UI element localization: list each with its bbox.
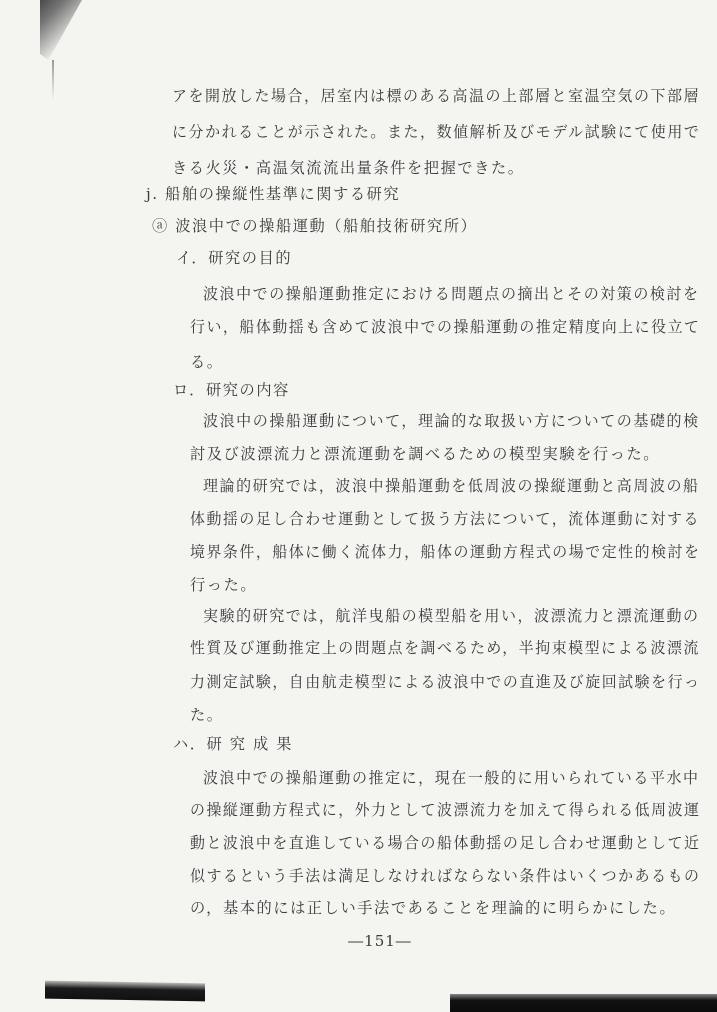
item-heading: イ．研究の目的 xyxy=(176,249,293,267)
item-heading: ロ．研究の内容 xyxy=(173,381,290,399)
text-line: た。 xyxy=(190,706,224,724)
text-line: アを開放した場合，居室内は標のある高温の上部層と室温空気の下部層 xyxy=(172,87,701,105)
text-line: 理論的研究では，波浪中操船運動を低周波の操縦運動と高周波の船 xyxy=(203,477,700,495)
text-line: 波浪中での操船運動の推定に，現在一般的に用いられている平水中 xyxy=(203,769,700,787)
page-number: ―151― xyxy=(348,932,412,950)
text-line: の操縦運動方程式に，外力として波漂流力を加えて得られる低周波運 xyxy=(190,801,701,819)
item-heading: ハ．研 究 成 果 xyxy=(173,735,294,753)
text-line: 討及び波漂流力と漂流運動を調べるための模型実験を行った。 xyxy=(190,445,661,463)
text-line: 動と波浪中を直進している場合の船体動揺の足し合わせ運動として近 xyxy=(190,834,701,852)
text-line: 似するという手法は満足しなければならない条件はいくつかあるもの xyxy=(190,867,701,885)
text-line: に分かれることが示された。また，数値解析及びモデル試験にて使用で xyxy=(172,123,701,141)
text-line: 境界条件，船体に働く流体力，船体の運動方程式の場で定性的検討を xyxy=(190,543,701,561)
text-line: る。 xyxy=(190,353,224,371)
scan-artifact-left-edge xyxy=(52,60,54,100)
scan-artifact-top-left xyxy=(40,0,82,60)
text-line: の，基本的には正しい手法であることを理論的に明らかにした。 xyxy=(190,899,677,917)
text-line: 力測定試験，自由航走模型による波浪中での直進及び旋回試験を行っ xyxy=(190,673,701,691)
text-line: 実験的研究では，航洋曳船の模型船を用い，波漂流力と漂流運動の xyxy=(203,607,700,625)
section-heading: j. 船舶の操縦性基準に関する研究 xyxy=(146,185,401,203)
text-line: 波浪中での操船運動推定における問題点の摘出とその対策の検討を xyxy=(203,285,700,303)
scan-artifact-bottom-right xyxy=(450,994,717,1012)
text-line: 行い，船体動揺も含めて波浪中での操船運動の推定精度向上に役立て xyxy=(190,318,701,336)
text-line: きる火災・高温気流流出量条件を把握できた。 xyxy=(172,159,525,177)
scan-artifact-bottom-left xyxy=(45,981,205,1002)
text-line: 波浪中の操船運動について，理論的な取扱い方についての基礎的検 xyxy=(203,412,700,430)
subsection-heading: ⓐ 波浪中での操船運動（船舶技術研究所） xyxy=(152,217,478,235)
text-line: 行った。 xyxy=(190,576,258,594)
text-line: 性質及び運動推定上の問題点を調べるため，半拘束模型による波漂流 xyxy=(190,639,700,657)
text-line: 体動揺の足し合わせ運動として扱う方法について，流体運動に対する xyxy=(190,510,700,528)
